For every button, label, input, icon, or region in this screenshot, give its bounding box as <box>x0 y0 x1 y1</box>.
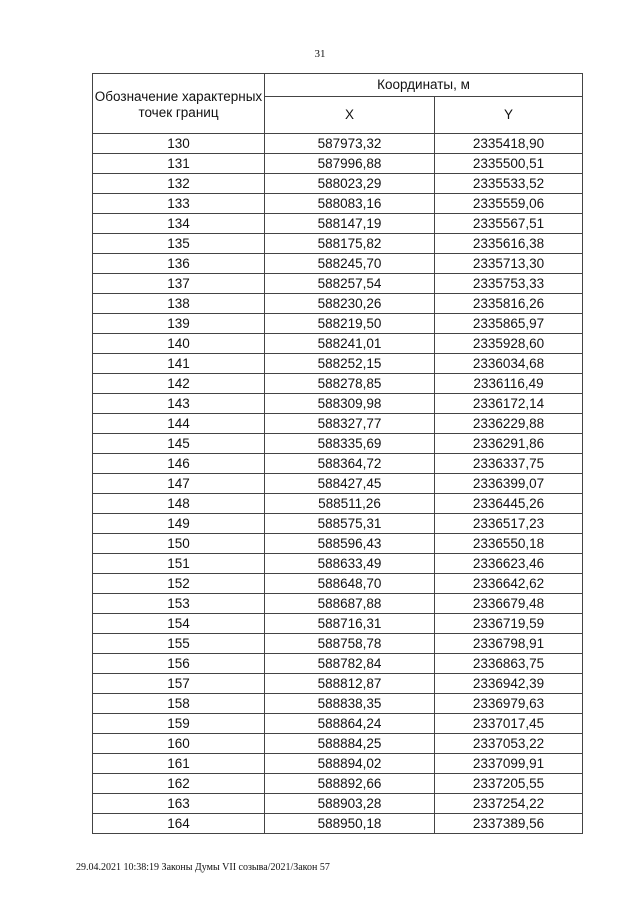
table-row <box>93 174 583 194</box>
point-cell: 138 <box>93 294 265 314</box>
y-coordinate-cell: 2336550,18 <box>435 534 583 554</box>
table-row <box>93 454 583 474</box>
x-coordinate-cell: 588575,31 <box>265 514 435 534</box>
table-row <box>93 474 583 494</box>
table-row <box>93 494 583 514</box>
y-coordinate-cell: 2335500,51 <box>435 154 583 174</box>
x-coordinate-cell: 588782,84 <box>265 654 435 674</box>
table-row <box>93 334 583 354</box>
table-row <box>93 234 583 254</box>
point-cell: 157 <box>93 674 265 694</box>
y-coordinate-cell: 2336517,23 <box>435 514 583 534</box>
y-coordinate-cell: 2336863,75 <box>435 654 583 674</box>
x-coordinate-cell: 588758,78 <box>265 634 435 654</box>
x-coordinate-cell: 588687,88 <box>265 594 435 614</box>
y-coordinate-cell: 2336623,46 <box>435 554 583 574</box>
point-cell: 162 <box>93 774 265 794</box>
y-coordinate-cell: 2337099,91 <box>435 754 583 774</box>
point-cell: 155 <box>93 634 265 654</box>
x-coordinate-cell: 588950,18 <box>265 814 435 834</box>
table-body <box>93 134 583 834</box>
y-column-header: Y <box>435 97 583 134</box>
table-row <box>93 354 583 374</box>
y-coordinate-cell: 2335616,38 <box>435 234 583 254</box>
point-cell: 134 <box>93 214 265 234</box>
table-row <box>93 314 583 334</box>
point-cell: 163 <box>93 794 265 814</box>
y-coordinate-cell: 2335418,90 <box>435 134 583 154</box>
table-row <box>93 414 583 434</box>
table-row <box>93 574 583 594</box>
point-cell: 154 <box>93 614 265 634</box>
point-cell: 159 <box>93 714 265 734</box>
x-coordinate-cell: 588864,24 <box>265 714 435 734</box>
x-coordinate-cell: 588335,69 <box>265 434 435 454</box>
x-coordinate-cell: 588083,16 <box>265 194 435 214</box>
y-coordinate-cell: 2335533,52 <box>435 174 583 194</box>
point-cell: 130 <box>93 134 265 154</box>
x-coordinate-cell: 588309,98 <box>265 394 435 414</box>
y-coordinate-cell: 2335713,30 <box>435 254 583 274</box>
y-coordinate-cell: 2337205,55 <box>435 774 583 794</box>
y-coordinate-cell: 2336642,62 <box>435 574 583 594</box>
point-column-header: Обозначение характерных точек границ <box>93 74 265 134</box>
table-row <box>93 154 583 174</box>
x-coordinate-cell: 588327,77 <box>265 414 435 434</box>
document-footer: 29.04.2021 10:38:19 Законы Думы VII созыва/2021/Закон 57 <box>76 862 330 873</box>
y-coordinate-cell: 2336942,39 <box>435 674 583 694</box>
point-cell: 145 <box>93 434 265 454</box>
y-coordinate-cell: 2336116,49 <box>435 374 583 394</box>
y-coordinate-cell: 2336679,48 <box>435 594 583 614</box>
y-coordinate-cell: 2335567,51 <box>435 214 583 234</box>
point-cell: 146 <box>93 454 265 474</box>
x-column-header: X <box>265 97 435 134</box>
x-coordinate-cell: 588364,72 <box>265 454 435 474</box>
point-cell: 149 <box>93 514 265 534</box>
point-cell: 156 <box>93 654 265 674</box>
point-cell: 133 <box>93 194 265 214</box>
point-cell: 147 <box>93 474 265 494</box>
x-coordinate-cell: 588838,35 <box>265 694 435 714</box>
table-row <box>93 254 583 274</box>
table-row <box>93 654 583 674</box>
x-coordinate-cell: 588252,15 <box>265 354 435 374</box>
table-row <box>93 394 583 414</box>
table-row <box>93 534 583 554</box>
point-cell: 150 <box>93 534 265 554</box>
x-coordinate-cell: 588257,54 <box>265 274 435 294</box>
point-cell: 144 <box>93 414 265 434</box>
table-row <box>93 694 583 714</box>
x-coordinate-cell: 587973,32 <box>265 134 435 154</box>
y-coordinate-cell: 2336979,63 <box>435 694 583 714</box>
y-coordinate-cell: 2337254,22 <box>435 794 583 814</box>
table-row <box>93 374 583 394</box>
x-coordinate-cell: 588596,43 <box>265 534 435 554</box>
table-row <box>93 754 583 774</box>
y-coordinate-cell: 2336798,91 <box>435 634 583 654</box>
point-cell: 164 <box>93 814 265 834</box>
table-row <box>93 714 583 734</box>
page-number: 31 <box>314 48 326 60</box>
table-row <box>93 614 583 634</box>
x-coordinate-cell: 588147,19 <box>265 214 435 234</box>
y-coordinate-cell: 2336229,88 <box>435 414 583 434</box>
point-cell: 148 <box>93 494 265 514</box>
y-coordinate-cell: 2336172,14 <box>435 394 583 414</box>
x-coordinate-cell: 588175,82 <box>265 234 435 254</box>
y-coordinate-cell: 2336399,07 <box>435 474 583 494</box>
x-coordinate-cell: 588894,02 <box>265 754 435 774</box>
table-row <box>93 554 583 574</box>
table-row <box>93 594 583 614</box>
x-coordinate-cell: 588219,50 <box>265 314 435 334</box>
y-coordinate-cell: 2336445,26 <box>435 494 583 514</box>
point-cell: 151 <box>93 554 265 574</box>
point-cell: 136 <box>93 254 265 274</box>
point-cell: 158 <box>93 694 265 714</box>
table-row <box>93 774 583 794</box>
x-coordinate-cell: 588716,31 <box>265 614 435 634</box>
table-row <box>93 814 583 834</box>
y-coordinate-cell: 2337017,45 <box>435 714 583 734</box>
point-cell: 140 <box>93 334 265 354</box>
x-coordinate-cell: 588427,45 <box>265 474 435 494</box>
point-cell: 132 <box>93 174 265 194</box>
point-cell: 142 <box>93 374 265 394</box>
table-row <box>93 794 583 814</box>
x-coordinate-cell: 588241,01 <box>265 334 435 354</box>
point-cell: 137 <box>93 274 265 294</box>
point-cell: 153 <box>93 594 265 614</box>
y-coordinate-cell: 2335816,26 <box>435 294 583 314</box>
x-coordinate-cell: 588892,66 <box>265 774 435 794</box>
point-cell: 161 <box>93 754 265 774</box>
point-cell: 152 <box>93 574 265 594</box>
table-header-row <box>93 74 583 97</box>
y-coordinate-cell: 2337053,22 <box>435 734 583 754</box>
table-row <box>93 294 583 314</box>
x-coordinate-cell: 588884,25 <box>265 734 435 754</box>
x-coordinate-cell: 588648,70 <box>265 574 435 594</box>
point-cell: 141 <box>93 354 265 374</box>
point-cell: 160 <box>93 734 265 754</box>
y-coordinate-cell: 2335559,06 <box>435 194 583 214</box>
y-coordinate-cell: 2336719,59 <box>435 614 583 634</box>
table-row <box>93 634 583 654</box>
x-coordinate-cell: 588812,87 <box>265 674 435 694</box>
x-coordinate-cell: 588230,26 <box>265 294 435 314</box>
y-coordinate-cell: 2335928,60 <box>435 334 583 354</box>
y-coordinate-cell: 2336034,68 <box>435 354 583 374</box>
y-coordinate-cell: 2335865,97 <box>435 314 583 334</box>
y-coordinate-cell: 2335753,33 <box>435 274 583 294</box>
x-coordinate-cell: 588903,28 <box>265 794 435 814</box>
table-row <box>93 514 583 534</box>
x-coordinate-cell: 588633,49 <box>265 554 435 574</box>
coordinates-column-header: Координаты, м <box>265 74 583 97</box>
table-row <box>93 214 583 234</box>
y-coordinate-cell: 2336337,75 <box>435 454 583 474</box>
point-cell: 143 <box>93 394 265 414</box>
x-coordinate-cell: 588245,70 <box>265 254 435 274</box>
table-row <box>93 434 583 454</box>
y-coordinate-cell: 2337389,56 <box>435 814 583 834</box>
coordinates-table <box>92 73 583 834</box>
point-cell: 131 <box>93 154 265 174</box>
x-coordinate-cell: 588511,26 <box>265 494 435 514</box>
point-cell: 139 <box>93 314 265 334</box>
x-coordinate-cell: 588278,85 <box>265 374 435 394</box>
table-row <box>93 674 583 694</box>
x-coordinate-cell: 587996,88 <box>265 154 435 174</box>
y-coordinate-cell: 2336291,86 <box>435 434 583 454</box>
point-cell: 135 <box>93 234 265 254</box>
table-row <box>93 274 583 294</box>
table-row <box>93 134 583 154</box>
x-coordinate-cell: 588023,29 <box>265 174 435 194</box>
table-row <box>93 194 583 214</box>
table-row <box>93 734 583 754</box>
